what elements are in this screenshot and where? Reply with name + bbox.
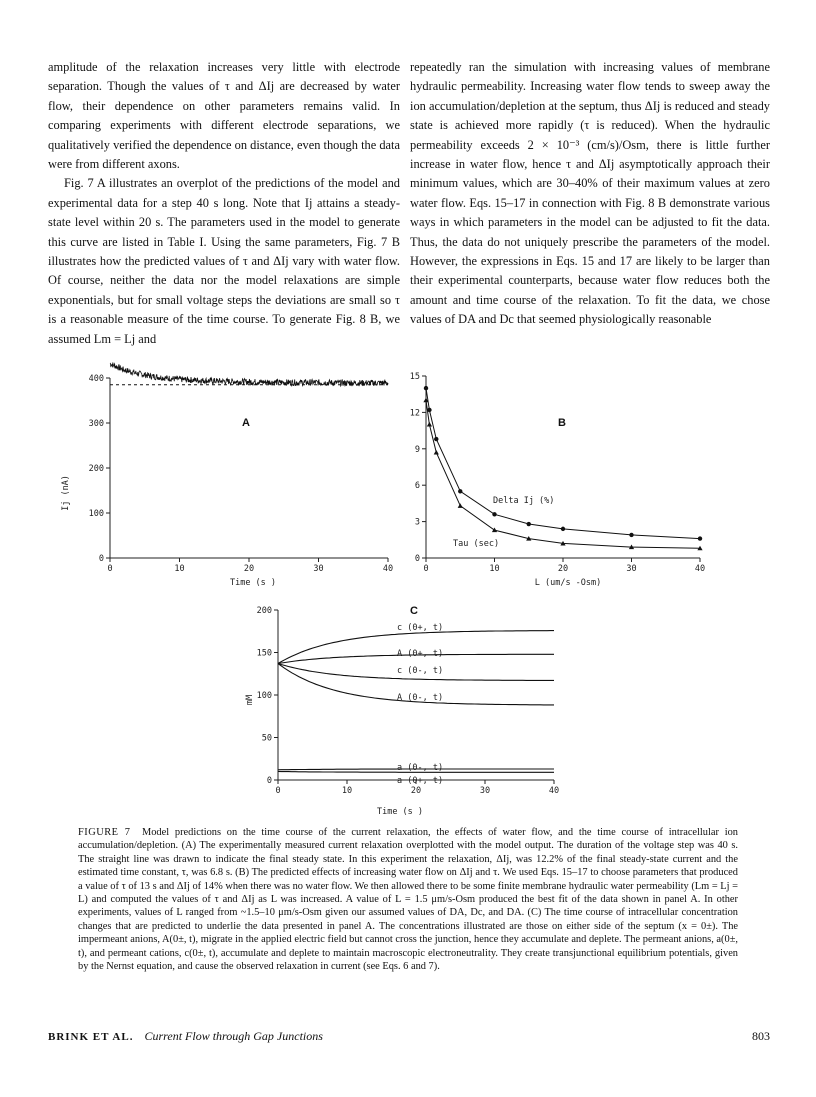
- body-paragraph: Fig. 7 A illustrates an overplot of the predictions of the model and experimental data for a step 40 s long. Note that Ij attains a steady-state level within 20 s. The parameters used in the model to generate this curve are listed in Table I. Using the same parameters, Fig. 7 B illustrates how the predicted values of τ and ΔIj vary with water flow. Of course, neither the data nor the model relaxations are simple exponentials, but for small voltage steps the deviations are small so τ is a reasonable measure of the time course. To generate Fig. 8 B, we assumed Lm = Lj and: [48, 176, 400, 346]
- y-tick-label-a: 400: [88, 374, 104, 384]
- x-tick-label-c: 0: [275, 786, 281, 796]
- y-axis-label-c: mM: [245, 694, 255, 706]
- y-tick-label-a: 300: [88, 419, 104, 429]
- series-label-tau: Tau (sec): [453, 539, 500, 549]
- caption-text: Model predictions on the time course of the current relaxation, the effects of water flow, and the time course of intracellular ion accumulation/depletion. (A) The experimentally measured current relaxation overplotted with the model output. The duration of the voltage step was 40 s. The straight line was drawn to indicate the final steady state. In this experiment the relaxation, ΔIj, was 12.2% of the final steady-state current and the estimated time constant, τ, was 6.8 s. (B) The predicted effects of increasing water flow on ΔIj and τ. We used Eqs. 15–17 to choose parameters that produced a value of τ of 13 s and ΔIj of 14% when there was no water flow. We then allowed there to be some finite membrane hydraulic water permeability (Lm = Lj = L) and computed the values of τ and ΔIj as L was increased. A value of L = 1.5 μm/s-Osm produced the best fit of the data shown in panel A. In other experiments, values of L ranged from ~1.5–10 μm/s-Osm given our assumed values of DA, Dc, and DA. (C) The time course of intracellular concentration changes that are predicted to underlie the data presented in panel A. The concentrations illustrated are those on either side of the septum (x = 0±). The impermeant anions, A(0±, t), migrate in the applied electric field but cannot cross the junction, hence they accumulate and deplete. The permeant anions, a(0±, t), and permeant cations, c(0±, t), accumulate and deplete to maintain macroscopic electroneutrality. They create transjunctional equilibrium potentials, given by the Nernst equation, and cause the observed relaxation in current (see Eqs. 6 and 7).: [78, 827, 738, 973]
- x-tick-label-b: 20: [557, 564, 569, 574]
- x-axis-label-c: Time (s ): [376, 807, 424, 817]
- body-column-right: [410, 58, 770, 330]
- curve-label: a (0+, t): [397, 776, 444, 786]
- y-tick-label-c: 50: [261, 733, 272, 744]
- x-tick-label-c: 40: [548, 786, 560, 796]
- x-tick-label-a: 0: [107, 564, 113, 574]
- y-tick-label-b: 9: [414, 444, 420, 455]
- curve-label: c (0-, t): [397, 666, 444, 676]
- figure-caption: [78, 826, 738, 973]
- y-tick-label-a: 0: [98, 554, 104, 564]
- y-tick-label-b: 6: [414, 481, 420, 492]
- page-number: 803: [752, 1029, 770, 1043]
- delta-ij-point: [698, 536, 702, 540]
- figure-panel-c: [242, 602, 572, 824]
- y-tick-label-b: 15: [409, 372, 420, 382]
- curve-label: a (0-, t): [397, 763, 444, 773]
- y-tick-label-b: 3: [414, 517, 420, 528]
- tau-point: [458, 503, 463, 508]
- y-tick-label-b: 0: [414, 554, 420, 564]
- curve-label: c (0+, t): [397, 623, 444, 633]
- y-tick-label-c: 150: [256, 648, 272, 659]
- footer-authors: BRINK ET AL.: [48, 1031, 134, 1043]
- y-tick-label-b: 12: [409, 408, 420, 419]
- x-tick-label-a: 10: [174, 564, 185, 574]
- y-tick-label-c: 100: [256, 691, 272, 701]
- tau-point: [492, 527, 497, 532]
- page-footer: [48, 1029, 770, 1044]
- delta-ij-point: [629, 533, 633, 537]
- x-tick-label-a: 30: [313, 564, 324, 574]
- panel-label-a: A: [242, 417, 250, 429]
- x-tick-label-c: 20: [410, 786, 422, 796]
- measured-current-trace: [110, 363, 388, 387]
- y-tick-label-a: 200: [88, 464, 104, 474]
- x-tick-label-b: 40: [694, 564, 706, 574]
- delta-ij-point: [458, 489, 462, 493]
- x-tick-label-c: 10: [341, 786, 353, 796]
- delta-ij-line: [426, 388, 700, 538]
- x-tick-label-c: 30: [479, 786, 491, 796]
- y-axis-label-a: Ij (nA): [61, 475, 71, 511]
- caption-label: FIGURE 7: [78, 827, 131, 838]
- y-tick-label-c: 0: [266, 776, 272, 786]
- curve-label: A (0+, t): [397, 649, 444, 659]
- delta-ij-point: [424, 386, 428, 390]
- series-label-delta: Delta Ij (%): [493, 496, 555, 506]
- chart-c: [242, 602, 572, 824]
- chart-b: [398, 368, 718, 593]
- x-tick-label-a: 20: [243, 564, 255, 574]
- tau-point: [434, 450, 439, 455]
- delta-ij-point: [561, 527, 565, 531]
- x-tick-label-b: 0: [423, 564, 429, 574]
- x-axis-label-a: Time (s ): [229, 578, 277, 588]
- x-tick-label-b: 10: [489, 564, 500, 574]
- footer-title: Current Flow through Gap Junctions: [144, 1029, 323, 1043]
- x-tick-label-b: 30: [626, 564, 637, 574]
- delta-ij-point: [434, 437, 438, 441]
- panel-label-c: C: [410, 605, 418, 617]
- delta-ij-point: [492, 512, 496, 516]
- body-column-left: [48, 58, 400, 349]
- figure-panel-b: [398, 368, 718, 593]
- delta-ij-point: [527, 522, 531, 526]
- curve-label: A (0-, t): [397, 693, 444, 703]
- x-axis-label-b: L (um/s -Osm): [534, 578, 602, 588]
- y-tick-label-c: 200: [256, 606, 272, 616]
- tau-point: [427, 422, 432, 427]
- y-tick-label-a: 100: [88, 509, 104, 519]
- x-tick-label-a: 40: [382, 564, 394, 574]
- figure-panel-a: [61, 368, 400, 593]
- chart-a: [61, 368, 400, 593]
- body-paragraph: repeatedly ran the simulation with increasing values of membrane hydraulic permeability. Increasing water flow tends to sweep away the ion accumulation/depletion at the septum, thus ΔIj is reduced and steady state is achieved more rapidly (τ is reduced). When the hydraulic permeability exceeds 2 × 10⁻³ (cm/s)/Osm, there is little further increase in water flow, hence τ and ΔIj asymptotically approach their minimum values, which are 30–40% of their maximum values at zero water flow. Eqs. 15–17 in connection with Fig. 8 B demonstrate various ways in which parameters in the model can be adjusted to fit the data. Thus, the data do not uniquely prescribe the parameters of the model. However, the expressions in Eqs. 15 and 17 are likely to be larger than their experimental counterparts, because water flow reduces both the amount and time course of the relaxation. To fit the data, we chose values of DA and Dc that seemed physiologically reasonable: [410, 60, 770, 327]
- panel-label-b: B: [558, 417, 566, 429]
- body-paragraph: amplitude of the relaxation increases very little with electrode separation. Though the values of τ and ΔIj are decreased by water flow, their dependence on other parameters remains valid. In comparing experiments with different electrode separations, we qualitatively verified the dependence on distance, even though the data were from different axons.: [48, 60, 400, 172]
